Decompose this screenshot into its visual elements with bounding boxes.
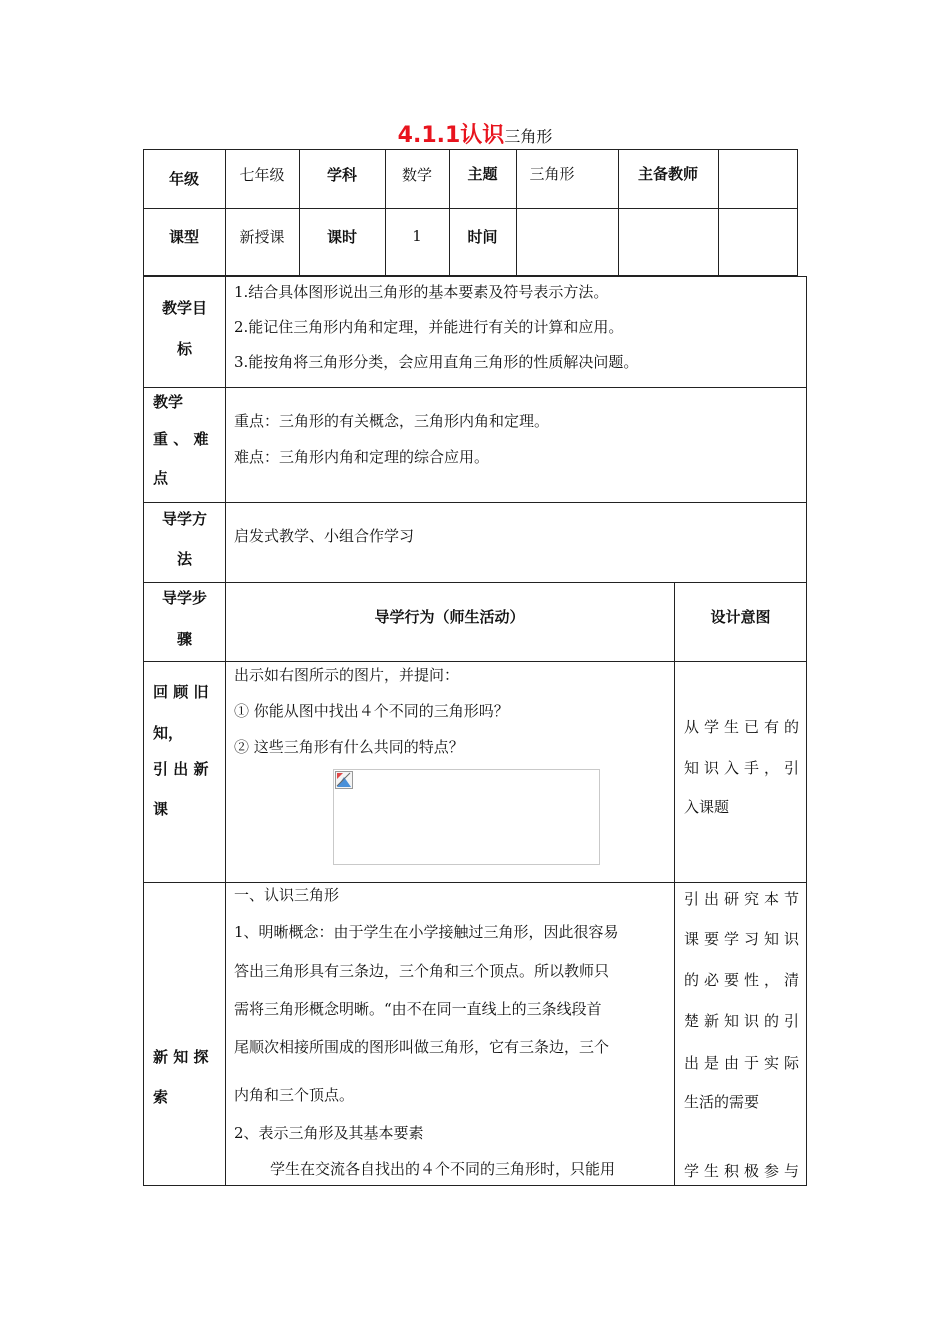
explore-label-line1: 新 知 探 bbox=[153, 1048, 209, 1066]
explore-label-line2: 索 bbox=[153, 1088, 169, 1106]
explore-line: 答出三角形具有三条边，三个角和三个顶点。所以教师只 bbox=[234, 962, 610, 980]
explore-line: 需将三角形概念明晰。“由不在同一直线上的三条线段首 bbox=[234, 1000, 602, 1018]
row-divider bbox=[143, 387, 807, 388]
time-value bbox=[516, 208, 618, 264]
difficult-point: 难点：三角形内角和定理的综合应用。 bbox=[234, 448, 490, 466]
objective-item: 3.能按角将三角形分类，会应用直角三角形的性质解决问题。 bbox=[234, 353, 639, 371]
keypoints-label-line1: 教学 bbox=[153, 393, 184, 411]
explore-intent-line: 学生积极参与 bbox=[684, 1162, 805, 1180]
explore-intent-line: 课要学习知识 bbox=[684, 930, 805, 948]
review-line: 出示如右图所示的图片，并提问： bbox=[234, 666, 460, 684]
review-label-line2: 知， bbox=[153, 724, 184, 742]
topic-value: 三角形 bbox=[529, 164, 575, 183]
label-column-divider bbox=[225, 276, 226, 1186]
review-question-1: ① 你能从图中找出４个不同的三角形吗？ bbox=[234, 702, 509, 720]
time-label: 时间 bbox=[467, 227, 498, 246]
review-intent-line: 知识入手，引 bbox=[684, 759, 805, 777]
objective-item: 2.能记住三角形内角和定理，并能进行有关的计算和应用。 bbox=[234, 318, 624, 336]
figure-placeholder bbox=[333, 769, 600, 865]
teacher-value bbox=[718, 149, 798, 197]
explore-line: 学生在交流各自找出的４个不同的三角形时，只能用 bbox=[270, 1160, 616, 1178]
explore-line: 1、明晰概念：由于学生在小学接触过三角形，因此很容易 bbox=[234, 923, 619, 941]
grade-value: 七年级 bbox=[239, 165, 285, 184]
activity-header: 导学行为（师生活动） bbox=[374, 607, 525, 626]
steps-label-line2: 骤 bbox=[177, 630, 193, 648]
hours-label: 课时 bbox=[326, 227, 357, 246]
explore-line: 尾顺次相接所围成的图形叫做三角形，它有三条边，三个 bbox=[234, 1038, 610, 1056]
title-number: 4.1.1 bbox=[397, 123, 461, 148]
explore-intent-line: 引出研究本节 bbox=[684, 890, 805, 908]
grade-label: 年级 bbox=[168, 170, 199, 188]
key-point: 重点：三角形的有关概念，三角形内角和定理。 bbox=[234, 412, 550, 430]
row-divider bbox=[143, 582, 807, 583]
objectives-label-line1: 教学目 bbox=[162, 299, 208, 317]
steps-label-line1: 导学步 bbox=[162, 589, 208, 607]
review-label-line1: 回 顾 旧 bbox=[153, 683, 209, 701]
row-divider bbox=[143, 661, 807, 662]
title-red-part: 认识 bbox=[460, 123, 505, 148]
explore-line: 一、认识三角形 bbox=[234, 886, 340, 904]
row-divider bbox=[143, 502, 807, 503]
topic-label: 主题 bbox=[467, 164, 498, 183]
subject-label: 学科 bbox=[326, 165, 357, 184]
method-label-line1: 导学方 bbox=[162, 510, 208, 528]
method-label-line2: 法 bbox=[177, 550, 193, 568]
type-label: 课型 bbox=[168, 227, 199, 246]
review-intent-line: 入课题 bbox=[684, 798, 730, 816]
explore-intent-line: 生活的需要 bbox=[684, 1093, 760, 1111]
explore-line: 2、表示三角形及其基本要素 bbox=[234, 1124, 424, 1142]
keypoints-label-line3: 点 bbox=[153, 469, 169, 487]
keypoints-label-line2: 重 、 难 bbox=[153, 430, 209, 448]
explore-line: 内角和三个顶点。 bbox=[234, 1086, 355, 1104]
explore-intent-line: 出是由于实际 bbox=[684, 1054, 805, 1072]
intent-header: 设计意图 bbox=[710, 607, 771, 626]
objective-item: 1.结合具体图形说出三角形的基本要素及符号表示方法。 bbox=[234, 283, 609, 301]
broken-image-icon bbox=[335, 771, 353, 789]
method-text: 启发式教学、小组合作学习 bbox=[234, 527, 415, 545]
explore-intent-line: 的必要性，清 bbox=[684, 971, 805, 989]
row-divider bbox=[143, 882, 807, 883]
teacher-label: 主备教师 bbox=[637, 164, 698, 183]
hours-value: 1 bbox=[412, 227, 422, 245]
objectives-label-line2: 标 bbox=[177, 340, 193, 358]
review-intent-line: 从学生已有的 bbox=[684, 718, 805, 736]
document-title bbox=[0, 121, 950, 152]
type-value: 新授课 bbox=[239, 227, 285, 246]
review-label-line4: 课 bbox=[153, 800, 169, 818]
title-black-part: 三角形 bbox=[504, 127, 553, 146]
intent-column-divider bbox=[674, 582, 675, 1186]
subject-value: 数学 bbox=[401, 165, 432, 184]
review-label-line3: 引 出 新 bbox=[153, 760, 209, 778]
review-question-2: ② 这些三角形有什么共同的特点？ bbox=[234, 738, 464, 756]
explore-intent-line: 楚新知识的引 bbox=[684, 1012, 805, 1030]
